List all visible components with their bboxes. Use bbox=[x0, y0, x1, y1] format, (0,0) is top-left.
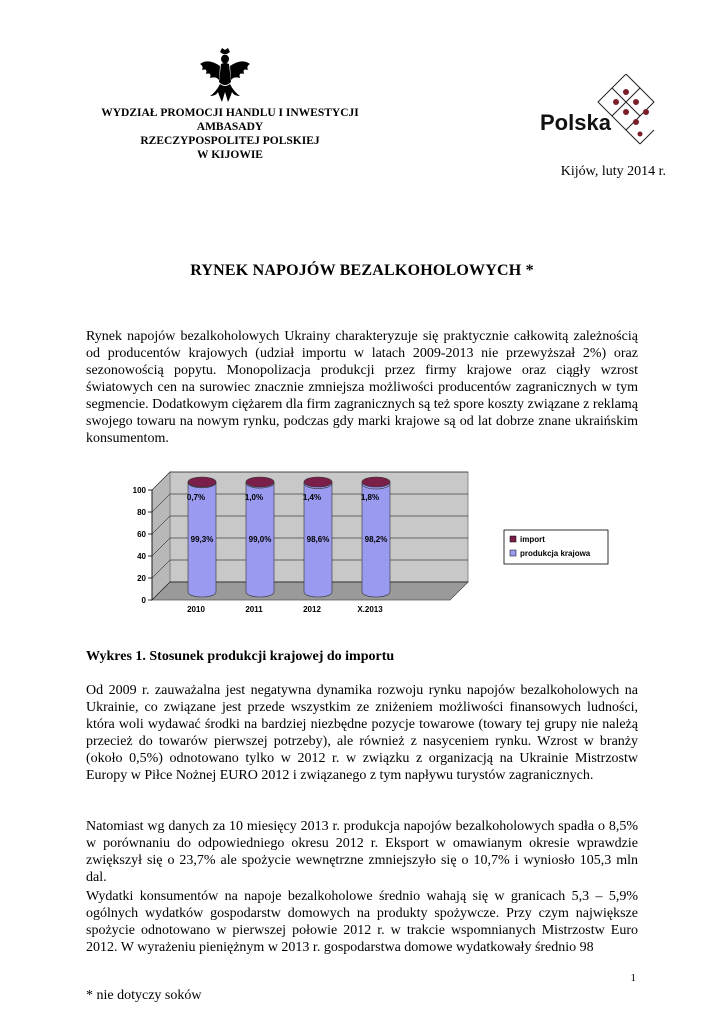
data-label-domestic-2012: 98,6% bbox=[306, 535, 330, 544]
y-tick-label: 100 bbox=[132, 486, 146, 495]
y-tick-label: 0 bbox=[141, 596, 146, 605]
header-line-1: WYDZIAŁ PROMOCJI HANDLU I INWESTYCJI bbox=[101, 107, 359, 119]
x-tick-label-2010: 2010 bbox=[187, 605, 205, 614]
data-label-domestic-2010: 99,3% bbox=[190, 535, 214, 544]
embassy-department-header bbox=[80, 106, 380, 162]
data-label-import-2010: 0,7% bbox=[186, 493, 206, 502]
legend-label-domestic: produkcja krajowa bbox=[520, 549, 591, 558]
figure-caption: Wykres 1. Stosunek produkcji krajowej do importu bbox=[86, 649, 395, 664]
header-line-4: W KIJOWIE bbox=[197, 149, 263, 161]
data-label-import-2012: 1,4% bbox=[302, 493, 322, 502]
data-label-import-X.2013: 1,8% bbox=[360, 493, 380, 502]
y-tick-label: 40 bbox=[137, 552, 146, 561]
polska-logo-text: Polska bbox=[540, 110, 611, 135]
page-number: 1 bbox=[630, 972, 636, 984]
x-tick-label-2012: 2012 bbox=[303, 605, 321, 614]
chart-side-wall bbox=[152, 472, 170, 600]
paragraph-spending: Wydatki konsumentów na napoje bezalkoholowe średnio wahają się w granicach 5,3 – 5,9% ogólnych wydatków gospodarstw domowych na produkty spożywcze. Przy czym największe spożycie odnotowano w pierwszej połowie 2012 r. w trakcie wspomnianych Mistrzostw Euro 2012. W wyrażeniu pieniężnym w 2013 r. gospodarstwa domowe wydatkowały średnio 98 bbox=[86, 889, 638, 955]
bar-top-cap-2012 bbox=[304, 477, 332, 487]
x-tick-label-X.2013: X.2013 bbox=[357, 605, 383, 614]
bar-top-cap-X.2013 bbox=[362, 477, 390, 487]
paragraph-intro: Rynek napojów bezalkoholowych Ukrainy charakteryzuje się praktycznie całkowitą zależnością od producentów krajowych (udział importu w latach 2009-2013 nie przewyższał 2%) oraz sezonowością popytu. Monopolizacja produkcji przez firmy krajowe oraz ciągły wzrost światowych cen na surowiec znacznie zmniejsza możliwości producentów zagranicznych w tym segmencie. Dodatkowym ciężarem dla firm zagranicznych są też spore koszty związane z reklamą swojego towaru na nowym rynku, podczas gdy marki krajowe są od lat dobrze znane ukraińskim konsumentom. bbox=[86, 329, 638, 446]
document-title: RYNEK NAPOJÓW BEZALKOHOLOWYCH * bbox=[190, 262, 534, 279]
x-tick-label-2011: 2011 bbox=[245, 605, 263, 614]
y-tick-label: 80 bbox=[137, 508, 146, 517]
data-label-domestic-2011: 99,0% bbox=[248, 535, 272, 544]
header-line-2: AMBASADY bbox=[196, 121, 264, 133]
data-label-import-2011: 1,0% bbox=[244, 493, 264, 502]
polish-eagle-emblem bbox=[198, 46, 252, 106]
bar-top-cap-2010 bbox=[188, 477, 216, 487]
header-line-3: RZECZYPOSPOLITEJ POLSKIEJ bbox=[140, 135, 320, 147]
import-vs-domestic-chart bbox=[110, 470, 630, 620]
legend-swatch-import bbox=[510, 536, 516, 542]
data-label-domestic-X.2013: 98,2% bbox=[364, 535, 388, 544]
legend-swatch-domestic bbox=[510, 550, 516, 556]
y-tick-label: 20 bbox=[137, 574, 146, 583]
polska-logo bbox=[540, 74, 680, 146]
document-date: Kijów, luty 2014 r. bbox=[560, 164, 666, 179]
paragraph-production: Natomiast wg danych za 10 miesięcy 2013 r. produkcja napojów bezalkoholowych spadła o 8,5% w porównaniu do odpowiedniego okresu 2012 r. Eksport w omawianym okresie wprawdzie zwiększył się o 23,7% ale spożycie wewnętrzne zmniejszyło się o 10,7% i wyniosło 105,3 mln dal. bbox=[86, 819, 638, 885]
y-tick-label: 60 bbox=[137, 530, 146, 539]
bar-top-cap-2011 bbox=[246, 477, 274, 487]
legend-label-import: import bbox=[520, 535, 545, 544]
paragraph-dynamics: Od 2009 r. zauważalna jest negatywna dynamika rozwoju rynku napojów bezalkoholowych na Ukrainie, co związane jest przede wszystkim ze zniżeniem możliwości finansowych ludności, która woli wydawać środki na bardziej niezbędne pozycje towarowe (towary tej grupy nie należą przecież do towarów pierwszej potrzeby), ale również z nasyceniem rynku. Wzrost w branży (około 0,5%) odnotowano tylko w 2012 r. w związku z organizacją na Ukrainie Mistrzostw Europy w Piłce Nożnej EURO 2012 i związanego z tym napływu turystów zagranicznych. bbox=[86, 683, 638, 783]
footnote: * nie dotyczy soków bbox=[86, 988, 202, 1003]
